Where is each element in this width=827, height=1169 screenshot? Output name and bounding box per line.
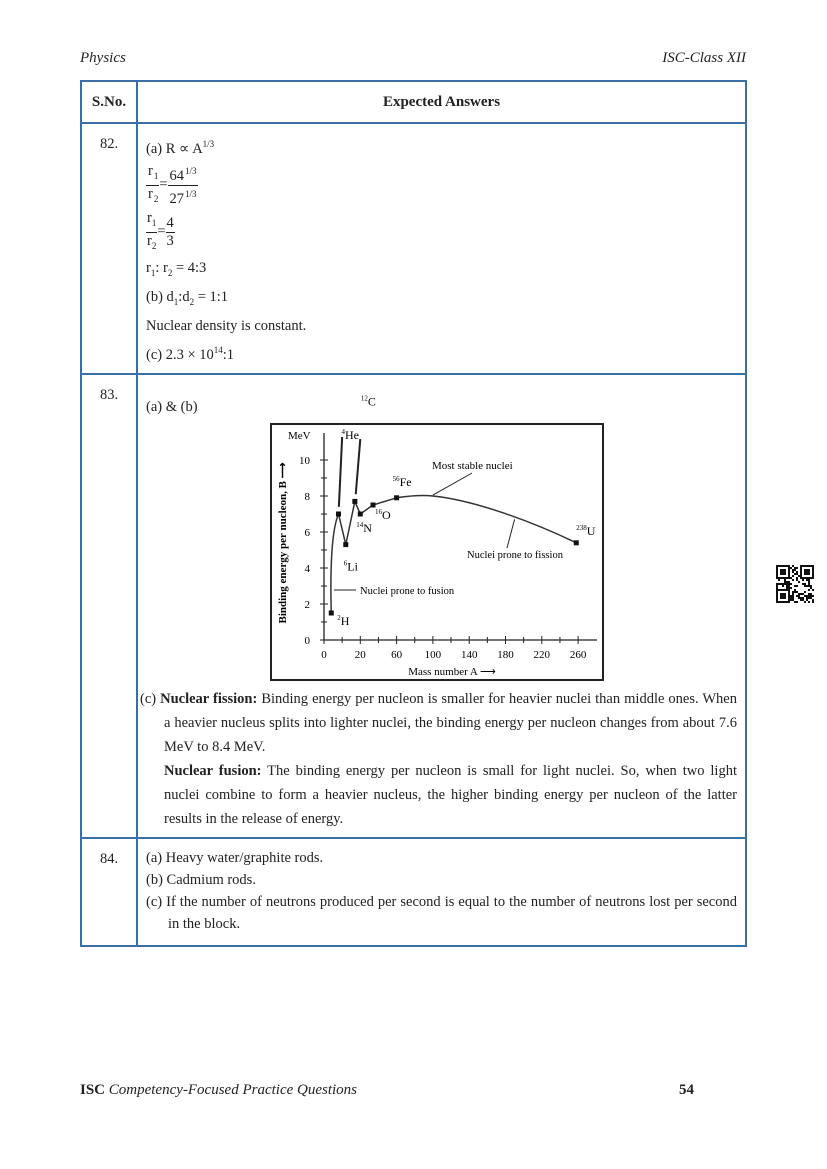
element-label-H: $^2$H <box>337 614 350 628</box>
answer-84: (a) Heavy water/graphite rods. (b) Cadmium rods. (c) If the number of neutrons produced per second is equal to the number of neutrons lost per second in the block. <box>137 838 746 946</box>
answer-82: (a) $R \propto A^{1/3}$ $\frac{r_1}{r_2}$ = $\frac{64^{1/3}}{27^{1/3}}$ $\frac{r_1}{r_2}$ = $\frac{4}{3}$ $r_1$: $r_2$ = 4:3 (b) $d_1:d_2$ = 1:1 Nuclear density is constant. (c) $2.3 \times 10^{14}:1$ <box>137 123 746 374</box>
answers-table <box>80 80 747 947</box>
x-tick-label: 20 <box>354 649 366 661</box>
x-tick-label: 180 <box>497 649 514 661</box>
y-tick-label: 6 <box>304 527 310 539</box>
binding-energy-chart <box>270 394 604 681</box>
col-sno: S.No. <box>81 81 137 123</box>
element-label-C: $^{12}$C <box>360 394 376 409</box>
annotation-fusion: Nuclei prone to fusion <box>360 586 455 597</box>
data-point-Fe <box>394 495 399 500</box>
y-tick-label: 2 <box>304 599 310 611</box>
x-tick-label: 60 <box>391 649 403 661</box>
y-tick-label: 0 <box>304 635 310 647</box>
table-row <box>81 838 746 946</box>
x-tick-label: 220 <box>533 649 551 661</box>
data-point-O <box>371 503 376 508</box>
element-label-U: $^{238}$U <box>576 523 596 538</box>
annotation-fission: Nuclei prone to fission <box>467 550 563 561</box>
y-unit: MeV <box>288 430 311 442</box>
header-subject: Physics <box>80 50 126 66</box>
annotation-stable: Most stable nuclei <box>432 460 513 472</box>
table-row <box>81 123 746 374</box>
x-tick-label: 100 <box>424 649 442 661</box>
answer-83: (a) & (b) MeV 0 2 4 6 8 10 0 20 60 100 140 180 220 260 Mass number A ⟶ Binding energy per nucleon, B ⟶ $^2$H $^4$He $^6$Li $^{12}$C $^{14}$N $^{16}$O $^{56}$Fe $^{238}$U Most stable nuclei Nuclei prone to fission Nuclei prone to fusion (c) Nuclear fission: Binding energy per nucleon is smaller for heavier nuclei than middle ones. When a heavier nucleus splits into lighter nuclei, the binding energy per nucleon changes from about 7.6 MeV to 8.4 MeV. Nuclear fusion: The binding energy per nucleon is small for light nuclei. So, when two light nuclei combine to form a heavier nucleus, the higher binding energy per nucleon of the latter results in the release of energy. <box>137 374 746 838</box>
element-label-He: $^4$He <box>341 428 360 442</box>
footer-title: ISC Competency-Focused Practice Questions <box>80 1082 358 1098</box>
he-arrow <box>339 437 342 507</box>
stable-arrow <box>433 473 472 495</box>
c-arrow <box>356 439 361 494</box>
x-tick-label: 260 <box>569 649 587 661</box>
x-tick-label: 0 <box>321 649 327 661</box>
fission-arrow <box>507 519 515 548</box>
element-label-O: $^{16}$O <box>375 508 391 522</box>
y-tick-label: 4 <box>304 563 310 575</box>
data-point-H <box>329 611 334 616</box>
data-point-U <box>574 540 579 545</box>
x-tick-label: 140 <box>460 649 478 661</box>
data-point-Li <box>343 542 348 547</box>
qr-code <box>776 565 814 603</box>
element-label-Fe: $^{56}$Fe <box>392 474 412 489</box>
y-tick-label: 10 <box>299 455 310 467</box>
table-row <box>81 374 746 838</box>
sno: 82. <box>81 123 137 374</box>
data-point-N <box>358 512 363 517</box>
header-class: ISC-Class XII <box>662 50 746 66</box>
element-label-Li: $^6$Li <box>343 559 358 574</box>
sno: 84. <box>81 838 137 946</box>
element-label-N: $^{14}$N <box>356 521 372 535</box>
col-answers: Expected Answers <box>137 81 746 123</box>
x-axis-label: Mass number A ⟶ <box>408 666 496 678</box>
y-tick-label: 8 <box>304 491 310 503</box>
y-axis-label: Binding energy per nucleon, B ⟶ <box>277 462 289 624</box>
page-number: 54 <box>679 1082 694 1098</box>
data-point-He <box>336 512 341 517</box>
sno: 83. <box>81 374 137 838</box>
data-point-C <box>352 499 357 504</box>
